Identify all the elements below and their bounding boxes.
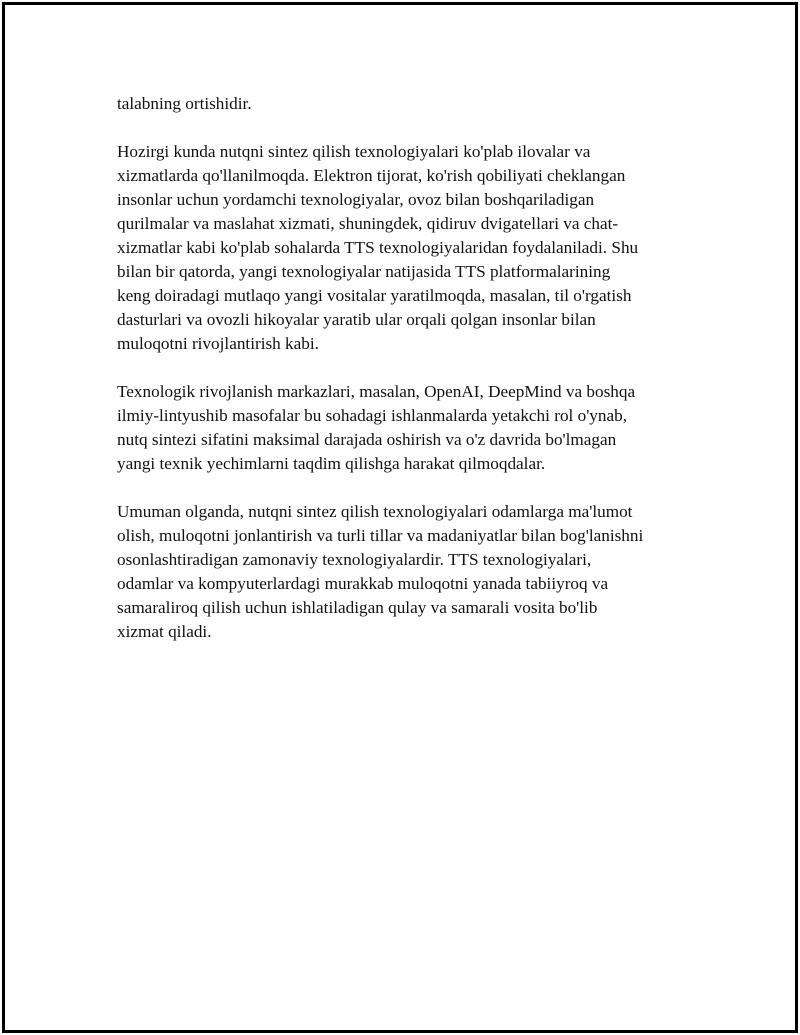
text-line: Texnologik rivojlanish markazlari, masalan, OpenAI, DeepMind va boshqa [117,382,636,401]
text-line: xizmatlarda qo'llanilmoqda. Elektron tijorat, ko'rish qobiliyati cheklangan [117,166,626,185]
paragraph-3 [117,380,677,476]
text-line: odamlar va kompyuterlardagi murakkab muloqotni yanada tabiiyroq va [117,574,609,593]
text-line: nutq sintezi sifatini maksimal darajada oshirish va o'z davrida bo'lmagan [117,430,617,449]
text-line: xizmatlar kabi ko'plab sohalarda TTS texnologiyalaridan foydalaniladi. Shu [117,238,639,257]
paragraph-1 [117,92,677,116]
text-line: yangi texnik yechimlarni taqdim qilishga harakat qilmoqdalar. [117,454,546,473]
text-line: talabning ortishidir. [117,94,252,113]
paragraph-2 [117,140,677,356]
text-line: osonlashtiradigan zamonaviy texnologiyalardir. TTS texnologiyalari, [117,550,592,569]
text-line: xizmat qiladi. [117,622,212,641]
text-line: muloqotni rivojlantirish kabi. [117,334,319,353]
text-line: Umuman olganda, nutqni sintez qilish texnologiyalari odamlarga ma'lumot [117,502,633,521]
text-line: keng doiradagi mutlaqo yangi vositalar yaratilmoqda, masalan, til o'rgatish [117,286,632,305]
text-line: insonlar uchun yordamchi texnologiyalar, ovoz bilan boshqariladigan [117,190,595,209]
text-line: bilan bir qatorda, yangi texnologiyalar natijasida TTS platformalarining [117,262,611,281]
text-line: olish, muloqotni jonlantirish va turli tillar va madaniyatlar bilan bog'lanishni [117,526,644,545]
paragraph-4 [117,500,677,644]
document-body [117,92,677,668]
text-line: samaraliroq qilish uchun ishlatiladigan qulay va samarali vosita bo'lib [117,598,598,617]
text-line: dasturlari va ovozli hikoyalar yaratib ular orqali qolgan insonlar bilan [117,310,596,329]
text-line: qurilmalar va maslahat xizmati, shuningdek, qidiruv dvigatellari va chat- [117,214,619,233]
text-line: ilmiy-lintyushib masofalar bu sohadagi ishlanmalarda yetakchi rol o'ynab, [117,406,628,425]
text-line: Hozirgi kunda nutqni sintez qilish texnologiyalari ko'plab ilovalar va [117,142,591,161]
